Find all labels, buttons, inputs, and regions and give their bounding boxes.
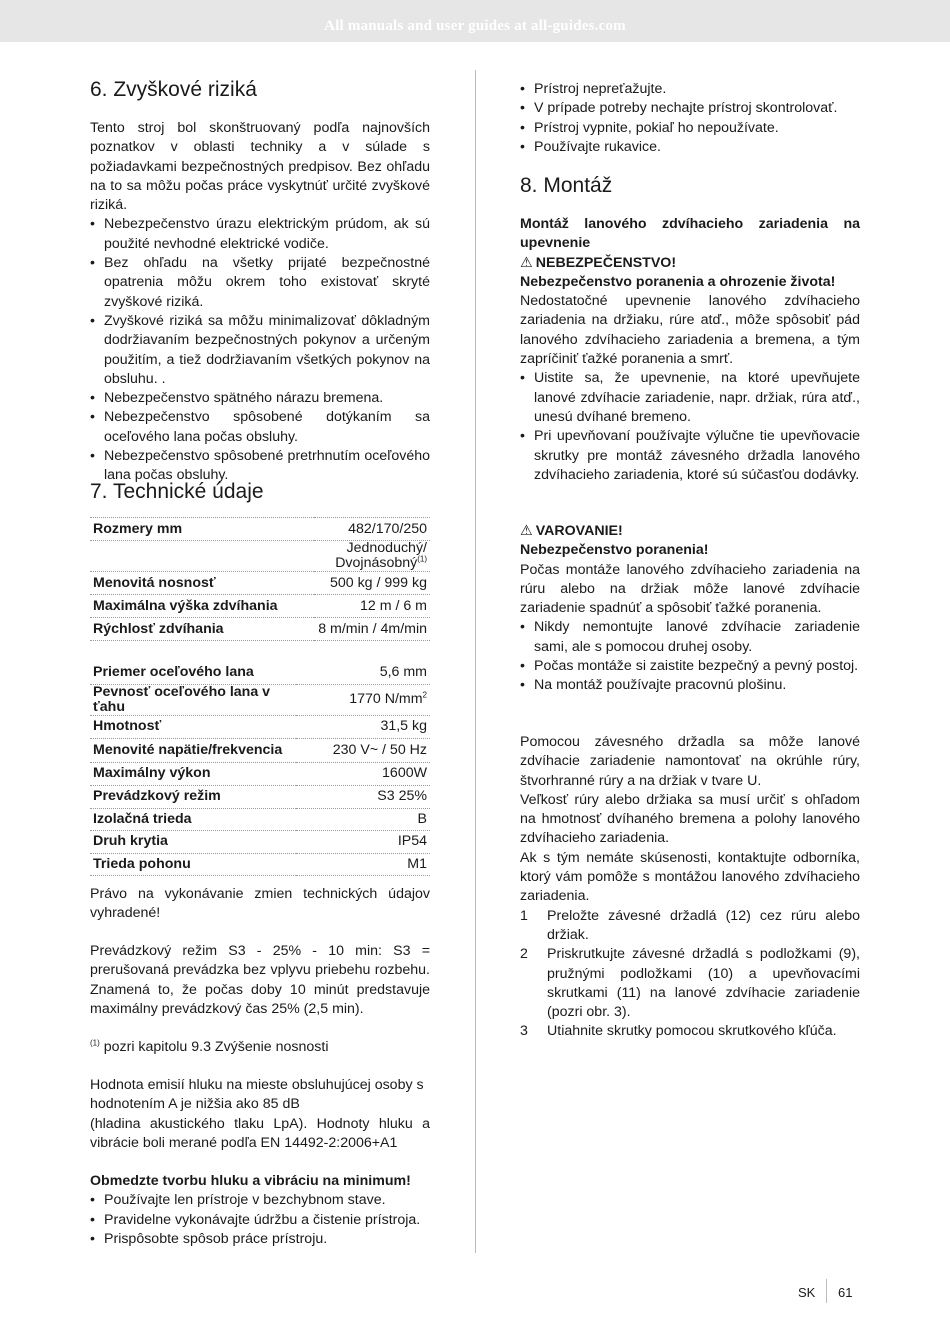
list-item: • Počas montáže si zaistite bezpečný a pevný postoj. — [520, 657, 860, 676]
step-number: 2 — [520, 946, 528, 963]
mounting-instructions — [520, 733, 860, 1042]
list-item: • Pravidelne vykonávajte údržbu a čistenie prístroja. — [90, 1211, 430, 1230]
warning-section — [520, 522, 860, 696]
noise-text-1: Hodnota emisií hluku na mieste obsluhujúcej osoby s hodnotením A je nižšia ako 85 dB — [90, 1077, 424, 1113]
spec-key: Rýchlosť zdvíhania — [90, 618, 314, 641]
table-row — [90, 595, 430, 618]
spec-value: 12 m / 6 m — [314, 595, 430, 618]
spec-value: 5,6 mm — [296, 661, 430, 684]
spec-key: Maximálny výkon — [90, 762, 296, 785]
list-item: • Prístroj nepreťažujte. — [520, 80, 860, 99]
mounting-heading: Montáž lanového zdvíhacieho zariadenia na upevnenie — [520, 216, 860, 252]
page-number: 61 — [838, 1285, 853, 1300]
mounting-para-3: Ak s tým nemáte skúsenosti, kontaktujte odborníka, ktorý vám pomôže s montážou lanového zdvíhacieho zariadenia. — [520, 849, 860, 905]
language-code: SK — [798, 1285, 816, 1300]
changes-note: Právo na vykonávanie zmien technických údajov vyhradené! — [90, 886, 430, 922]
spec-key — [90, 541, 314, 572]
table-row — [90, 785, 430, 808]
table-row — [90, 684, 430, 715]
site-banner — [0, 0, 950, 42]
table-row — [90, 853, 430, 875]
list-item — [520, 907, 860, 946]
residual-risks-list — [90, 215, 430, 485]
spec-value: 1600W — [296, 762, 430, 785]
step-text: Preložte závesné držadlá (12) cez rúru alebo držiak. — [547, 907, 860, 943]
mounting-para-1: Pomocou závesného držadla sa môže lanové zdvíhacie zariadenie namontovať na okrúhle rúry, štvorhranné rúry a na držiak v tvare U. — [520, 734, 860, 789]
page-footer — [798, 1283, 853, 1302]
spec-value — [314, 541, 430, 572]
noise-info — [90, 1076, 430, 1153]
list-item: • Nebezpečenstvo úrazu elektrickým prúdom, ak sú použité nevhodné elektrické vodiče. — [90, 215, 430, 254]
danger-label-text: NEBEZPEČENSTVO! — [535, 254, 677, 271]
table-row — [90, 661, 430, 684]
mounting-para-2: Veľkosť rúry alebo držiaka sa musí určiť s ohľadom na hmotnosť dvíhaného bremena a polohy lanového zdvíhacieho zariadenia. — [520, 791, 860, 847]
step-text: Priskrutkujte závesné držadlá s podložkami (9), pružnými podložkami (10) a upevňovacími skrutkami (11) na lanové zdvíhacie zariadenie (pozri obr. 3). — [547, 946, 860, 1021]
list-item: • Na montáž používajte pracovnú plošinu. — [520, 676, 860, 695]
table-row — [90, 715, 430, 738]
table-row — [90, 738, 430, 762]
footer-divider — [826, 1279, 827, 1303]
warning-label — [520, 522, 860, 541]
spec-value-text: 1770 N/mm — [349, 691, 423, 707]
list-item: • Nebezpečenstvo spôsobené pretrhnutím oceľového lana počas obsluhy. — [90, 447, 430, 486]
list-item: • Nikdy nemontujte lanové zdvíhacie zariadenie sami, ale s pomocou druhej osoby. — [520, 618, 860, 657]
spec-key: Druh krytia — [90, 830, 296, 853]
spec-value — [296, 684, 430, 715]
section-6-intro: Tento stroj bol skonštruovaný podľa najnovších poznatkov v oblasti techniky a v súlade s požiadavkami bezpečnostných predpisov. Bez ohľadu na to sa môžu počas práce vyskytnúť určité zvyškové riziká. — [90, 120, 430, 214]
table-row — [90, 572, 430, 595]
noise-list — [90, 1191, 430, 1249]
list-item: • Bez ohľadu na všetky prijaté bezpečnostné opatrenia môžu okrem toho existovať skryté zvyškové riziká. — [90, 254, 430, 312]
noise-heading: Obmedzte tvorbu hluku a vibráciu na minimum! — [90, 1173, 411, 1189]
table-row — [90, 618, 430, 641]
warning-text: Počas montáže lanového zdvíhacieho zariadenia na rúru alebo na držiak môže lanové zdvíhacie zariadenie spadnúť a spôsobiť ťažké poranenia. — [520, 561, 860, 617]
spec-value: M1 — [296, 853, 430, 875]
warning-triangle-icon: ⚠ — [520, 523, 533, 539]
spec-value: B — [296, 808, 430, 830]
danger-label — [520, 254, 860, 273]
mounting-steps — [520, 907, 860, 1042]
footnote-text: pozri kapitolu 9.3 Zvýšenie nosnosti — [99, 1039, 329, 1055]
list-item: • Uistite sa, že upevnenie, na ktoré upevňujete lanové zdvíhacie zariadenie, napr. držiak, rúra atď., unesú dvíhané bremeno. — [520, 369, 860, 427]
danger-list — [520, 369, 860, 485]
list-item: • Používajte len prístroje v bezchybnom stave. — [90, 1191, 430, 1210]
footnote — [90, 1038, 430, 1057]
section-6-title: 6. Zvyškové riziká — [90, 78, 257, 101]
mounting-section — [520, 215, 860, 485]
spec-table-1 — [90, 517, 430, 641]
list-item: • Pri upevňovaní používajte výlučne tie upevňovacie skrutky pre montáž závesného držadla lanového zdvíhacieho zariadenia, ktoré sú súčasťou dodávky. — [520, 427, 860, 485]
list-item: • Prístroj vypnite, pokiaľ ho nepoužívate. — [520, 119, 860, 138]
spec-value: IP54 — [296, 830, 430, 853]
danger-subheading: Nebezpečenstvo poranenia a ohrozenie života! — [520, 273, 836, 290]
spec-key: Hmotnosť — [90, 715, 296, 738]
step-number: 1 — [520, 907, 528, 924]
table-row — [90, 518, 430, 541]
warning-label-text: VAROVANIE! — [535, 523, 623, 539]
section-8-title: 8. Montáž — [520, 174, 613, 197]
noise-text-2: (hladina akustického tlaku LpA). Hodnoty hluku a vibrácie boli merané podľa EN 14492-2:2006+A1 — [90, 1115, 430, 1151]
spec-key: Menovitá nosnosť — [90, 572, 314, 595]
spec-key: Trieda pohonu — [90, 853, 296, 875]
spec-key: Prevádzkový režim — [90, 785, 296, 808]
table-row — [90, 541, 430, 572]
table-row — [90, 762, 430, 785]
section-7-title: 7. Technické údaje — [90, 480, 264, 503]
spec-key: Pevnosť oceľového lana v ťahu — [90, 684, 296, 715]
operating-mode-note: Prevádzkový režim S3 - 25% - 10 min: S3 = prerušovaná prevádzka bez vplyvu priebehu rozbehu. Znamená to, že počas doby 10 minút predstavuje maximálny prevádzkový čas 25% (2,5 min). — [90, 943, 430, 1017]
spec-key: Rozmery mm — [90, 518, 314, 541]
spec-value-text: Jednoduchý/ Dvojnásobný — [335, 540, 427, 571]
spec-value: 482/170/250 — [314, 518, 430, 541]
spec-value: 500 kg / 999 kg — [314, 572, 430, 595]
spec-key: Izolačná trieda — [90, 808, 296, 830]
list-item: • Zvyškové riziká sa môžu minimalizovať dôkladným dodržiavaním bezpečnostných pokynov a určeným použitím, a tiež dodržiavaním všetkých pokynov na obsluhu. . — [90, 312, 430, 389]
unit-superscript: 2 — [422, 690, 427, 700]
step-number: 3 — [520, 1023, 528, 1040]
table-row — [90, 808, 430, 830]
table-row — [90, 830, 430, 853]
danger-text: Nedostatočné upevnenie lanového zdvíhacieho zariadenia na držiaku, rúre atď., môže spôsobiť pád lanového zdvíhacieho zariadenia a bremena, a tým zapríčiniť ťažké poranenia a smrť. — [520, 293, 860, 368]
list-item: • Nebezpečenstvo spôsobené dotýkaním sa oceľového lana počas obsluhy. — [90, 408, 430, 447]
warning-list — [520, 618, 860, 695]
list-item — [520, 1022, 860, 1041]
warning-triangle-icon: ⚠ — [520, 254, 533, 271]
warning-subheading: Nebezpečenstvo poranenia! — [520, 542, 709, 559]
list-item: • Používajte rukavice. — [520, 138, 860, 157]
noise-reduction — [90, 1172, 430, 1249]
step-text: Utiahnite skrutky pomocou skrutkového kľúča. — [547, 1023, 837, 1040]
spec-value: 8 m/min / 4m/min — [314, 618, 430, 641]
spec-value: 31,5 kg — [296, 715, 430, 738]
section-6-body — [90, 119, 430, 486]
spec-value: 230 V~ / 50 Hz — [296, 738, 430, 762]
list-item: • Prispôsobte spôsob práce prístroju. — [90, 1230, 430, 1249]
spec-value: S3 25% — [296, 785, 430, 808]
banner-text: All manuals and user guides at all-guides.com — [324, 18, 626, 34]
spec-table-2 — [90, 661, 430, 876]
safety-list — [520, 80, 860, 157]
spec-key: Priemer oceľového lana — [90, 661, 296, 684]
spec-key: Menovité napätie/frekvencia — [90, 738, 296, 762]
list-item: • V prípade potreby nechajte prístroj skontrolovať. — [520, 99, 860, 118]
spec-key: Maximálna výška zdvíhania — [90, 595, 314, 618]
footnote-mark: (1) — [90, 1038, 100, 1048]
column-divider — [475, 70, 476, 1253]
list-item — [520, 945, 860, 1022]
footnote-ref: (1) — [417, 554, 427, 564]
list-item: • Nebezpečenstvo spätného nárazu bremena. — [90, 389, 430, 408]
